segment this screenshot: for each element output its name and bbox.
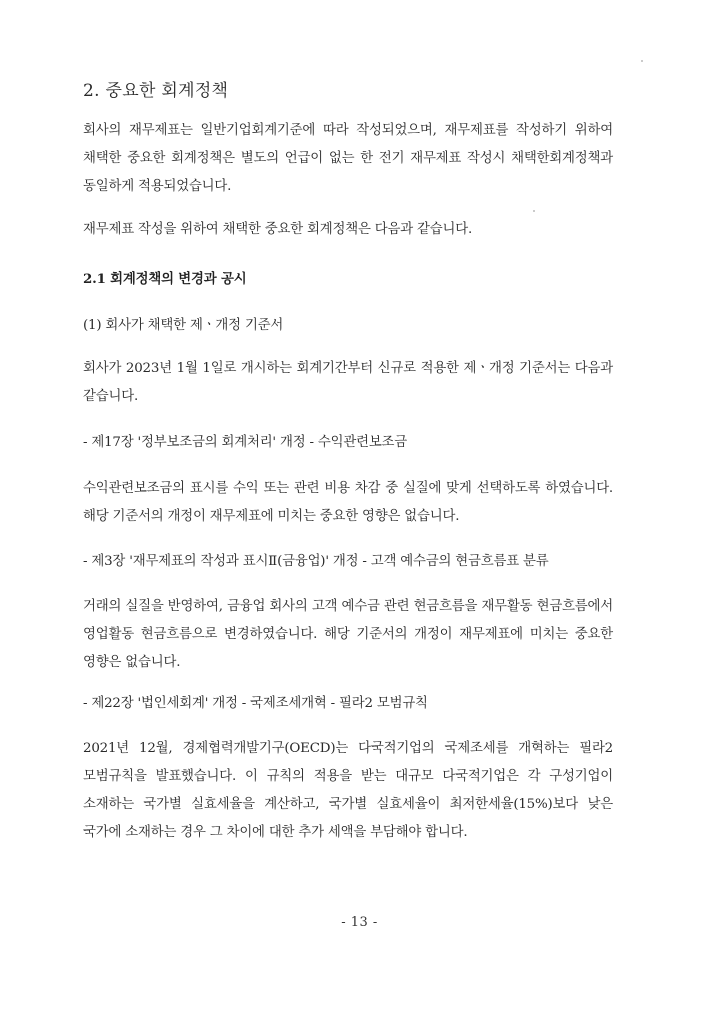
subsection-title: 2.1 회계정책의 변경과 공시 bbox=[83, 271, 247, 287]
amendment-title-3: - 제22장 '법인세회계' 개정 - 국제조세개혁 - 필라2 모범규칙 bbox=[83, 696, 428, 711]
intro-paragraph: 회사의 재무제표는 일반기업회계기준에 따라 작성되었으며, 재무제표를 작성하기 위하여 채택한 중요한 회계정책은 별도의 언급이 없는 한 전기 재무제표 작성시 채택한회계정책과 동일하게 적용되었습니다. bbox=[83, 123, 613, 194]
scan-speck bbox=[533, 210, 535, 212]
section-title: 2. 중요한 회계정책 bbox=[83, 81, 229, 101]
amendment-description-1: 수익관련보조금의 표시를 수익 또는 관련 비용 차감 중 실질에 맞게 선택하도록 하였습니다. 해당 기준서의 개정이 재무제표에 미치는 중요한 영향은 없습니다. bbox=[83, 481, 613, 524]
item-intro: 회사가 2023년 1월 1일로 개시하는 회계기간부터 신규로 적용한 제ㆍ개정 기준서는 다음과 같습니다. bbox=[83, 361, 613, 404]
policy-statement: 재무제표 작성을 위하여 채택한 중요한 회계정책은 다음과 같습니다. bbox=[83, 222, 473, 237]
scan-speck bbox=[641, 60, 643, 62]
amendment-title-1: - 제17장 '정부보조금의 회계처리' 개정 - 수익관련보조금 bbox=[83, 435, 408, 450]
page-number: - 13 - bbox=[341, 915, 378, 930]
amendment-description-2: 거래의 실질을 반영하여, 금융업 회사의 고객 예수금 관련 현금흐름을 재무활동 현금흐름에서 영업활동 현금흐름으로 변경하였습니다. 해당 기준서의 개정이 재무제표에 미치는 중요한 영향은 없습니다. bbox=[83, 599, 613, 670]
amendment-title-2: - 제3장 '재무제표의 작성과 표시Ⅱ(금융업)' 개정 - 고객 예수금의 현금흐름표 분류 bbox=[83, 554, 549, 569]
amendment-description-3: 2021년 12월, 경제협력개발기구(OECD)는 다국적기업의 국제조세를 개혁하는 필라2 모범규칙을 발표했습니다. 이 규칙의 적용을 받는 대규모 다국적기업은 각 구성기업이 소재하는 국가별 실효세율을 계산하고, 국가별 실효세율이 최저한세율(15%)보다 낮은 국가에 소재하는 경우 그 차이에 대한 추가 세액을 부담해야 합니다. bbox=[83, 741, 613, 840]
item-heading: (1) 회사가 채택한 제ㆍ개정 기준서 bbox=[83, 318, 284, 333]
